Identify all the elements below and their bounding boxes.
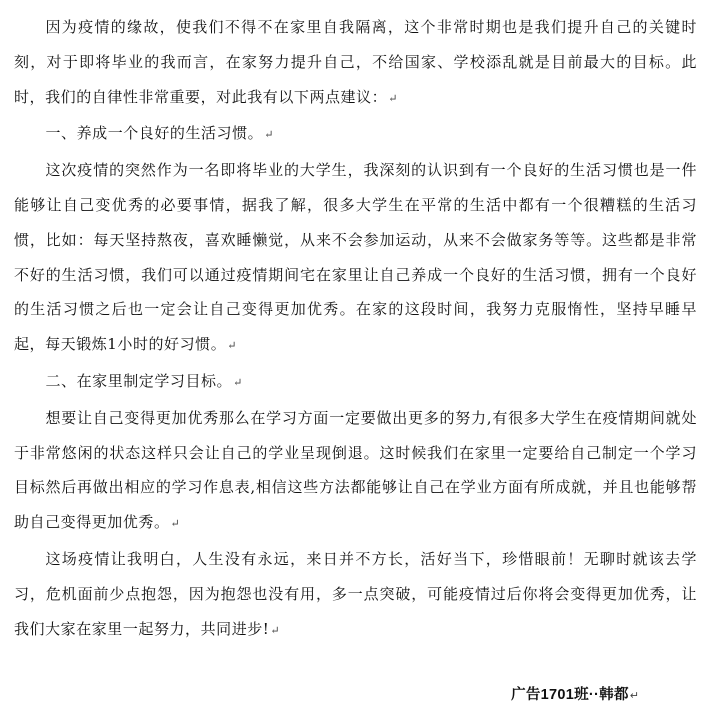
paragraph-section-1-text: 这次疫情的突然作为一名即将毕业的大学生，我深刻的认识到有一个良好的生活习惯也是一件能够让自己变优秀的必要事情，据我了解，很多大学生在平常的生活中都有一个很糟糕的生活习惯，比如：每天坚持熬夜，喜欢睡懒觉，从来不会参加运动，从来不会做家务等等。这些都是非常不好的生活习惯，我们可以通过疫情期间宅在家里让自己养成一个良好的生活习惯，拥有一个良好的生活习惯之后也一定会让自己变得更加优秀。在家的这段时间，我努力克服惰性，坚持早睡早起，每天锻炼1小时的好习惯。	[14, 161, 697, 354]
paragraph-mark-icon: ↵	[264, 128, 274, 142]
section-heading-1	[14, 116, 697, 153]
section-heading-2	[14, 364, 697, 401]
paragraph-intro-text: 因为疫情的缘故，使我们不得不在家里自我隔离，这个非常时期也是我们提升自己的关键时刻，对于即将毕业的我而言，在家努力提升自己，不给国家、学校添乱就是目前最大的目标。此时，我们的自律性非常重要，对此我有以下两点建议：	[14, 18, 697, 106]
paragraph-mark-icon: ↵	[388, 91, 398, 105]
paragraph-mark-icon: ↵	[170, 517, 180, 531]
signature-line	[511, 683, 639, 704]
document-body	[14, 10, 697, 648]
paragraph-conclusion-text: 这场疫情让我明白，人生没有永远，来日并不方长，活好当下，珍惜眼前！无聊时就该去学习，危机面前少点抱怨，因为抱怨也没有用，多一点突破，可能疫情过后你将会变得更加优秀，让我们大家在家里一起努力，共同进步!	[14, 549, 697, 638]
paragraph-intro	[14, 10, 697, 116]
paragraph-section-2-text: 想要让自己变得更加优秀那么在学习方面一定要做出更多的努力,有很多大学生在疫情期间就处于非常悠闲的状态这样只会让自己的学业呈现倒退。这时候我们在家里一定要给自己制定一个学习目标然后再做出相应的学习作息表,相信这些方法都能够让自己在学业方面有所成就，并且也能够帮助自己变得更加优秀。	[14, 408, 697, 532]
paragraph-section-2	[14, 401, 697, 542]
paragraph-mark-icon: ↵	[233, 375, 243, 389]
section-heading-2-text: 二、在家里制定学习目标。	[45, 371, 233, 390]
paragraph-mark-icon: ↵	[629, 690, 639, 702]
paragraph-conclusion	[14, 542, 697, 648]
signature-text: 广告1701班··韩都	[511, 687, 629, 703]
paragraph-mark-icon: ↵	[270, 623, 280, 637]
paragraph-section-1	[14, 153, 697, 364]
paragraph-mark-icon: ↵	[227, 339, 237, 353]
section-heading-1-text: 一、养成一个良好的生活习惯。	[45, 124, 264, 143]
